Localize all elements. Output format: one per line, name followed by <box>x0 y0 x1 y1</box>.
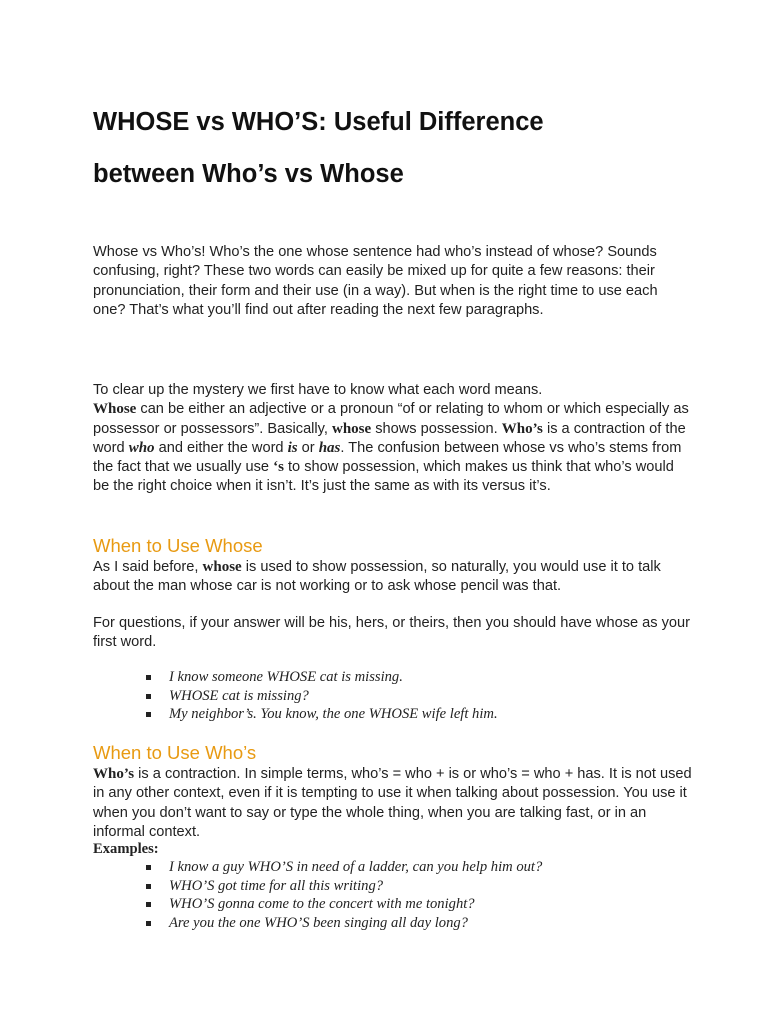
whose-paragraph-1 <box>93 558 693 597</box>
meaning-text-4: is a contraction of the word <box>93 420 686 456</box>
list-item: I know a guy WHO’S in need of a ladder, can you help him out? <box>93 858 693 877</box>
list-item: WHOSE cat is missing? <box>93 687 693 706</box>
whose-term-2: whose <box>332 420 372 437</box>
list-item: WHO’S got time for all this writing? <box>93 877 693 896</box>
apostrophe-s-term: ‘s <box>273 459 284 476</box>
meaning-text-1: To clear up the mystery we first have to know what each word means. <box>93 382 543 398</box>
whos-paragraph-text: is a contraction. In simple terms, who’s = who + is or who’s = who + has. It is not used in any other context, even if it is tempting to use it when talking about possession. You use it when you don’t want to say or type the whole thing, when you are talking fast, or in an informal context. <box>93 766 692 840</box>
page-title <box>93 96 693 200</box>
list-item: My neighbor’s. You know, the one WHOSE wife left him. <box>93 705 693 724</box>
whose-examples-list <box>93 668 693 724</box>
whos-term: Who’s <box>501 420 543 437</box>
whose-paragraph-2: For questions, if your answer will be his, hers, or theirs, then you should have whose as your first word. <box>93 615 691 651</box>
title-line-1: WHOSE vs WHO’S: Useful Difference <box>93 108 544 136</box>
examples-label: Examples: <box>93 841 159 857</box>
whose-term-3: whose <box>202 559 242 575</box>
whose-term: Whose <box>93 401 137 418</box>
meaning-paragraph <box>93 381 693 497</box>
whos-paragraph <box>93 765 693 842</box>
heading-when-to-use-whos: When to Use Who’s <box>93 742 257 763</box>
whose-p1-text-a: As I said before, <box>93 559 203 575</box>
meaning-text-3: shows possession. <box>371 420 502 437</box>
intro-paragraph: Whose vs Who’s! Who’s the one whose sentence had who’s instead of whose? Sounds confusing, right? These two words can easily be mixed up for quite a few reasons: their pronunciation, their form and their use (in a way). But when is the right time to use each one? That’s what you’ll find out after reading the next few paragraphs. <box>93 244 658 318</box>
meaning-text-7: . The confusion between whose vs who’s stems from the fact that we usually use <box>93 439 682 476</box>
list-item: WHO’S gonna come to the concert with me tonight? <box>93 895 693 914</box>
meaning-text-2: can be either an adjective or a pronoun “of or relating to whom or which especially as possessor or possessors”. Basically, <box>93 401 689 437</box>
title-line-2: between Who’s vs Whose <box>93 160 404 188</box>
heading-when-to-use-whose: When to Use Whose <box>93 535 263 556</box>
meaning-text-6: or <box>297 439 319 456</box>
whos-examples-list <box>93 858 693 932</box>
has-term: has <box>318 439 341 456</box>
meaning-text-5: and either the word <box>154 439 288 456</box>
whose-p1-text-b: is used to show possession, so naturally, you would use it to talk about the man whose car is not working or to ask whose pencil was that. <box>93 559 661 595</box>
is-term: is <box>287 439 298 456</box>
list-item: Are you the one WHO’S been singing all day long? <box>93 914 693 933</box>
meaning-text-8: to show possession, which makes us think that who’s would be the right choice when it isn’t. It’s just the same as with its versus it’s. <box>93 459 674 495</box>
list-item: I know someone WHOSE cat is missing. <box>93 668 693 687</box>
whos-term-2: Who’s <box>93 766 135 782</box>
who-term: who <box>128 439 155 456</box>
